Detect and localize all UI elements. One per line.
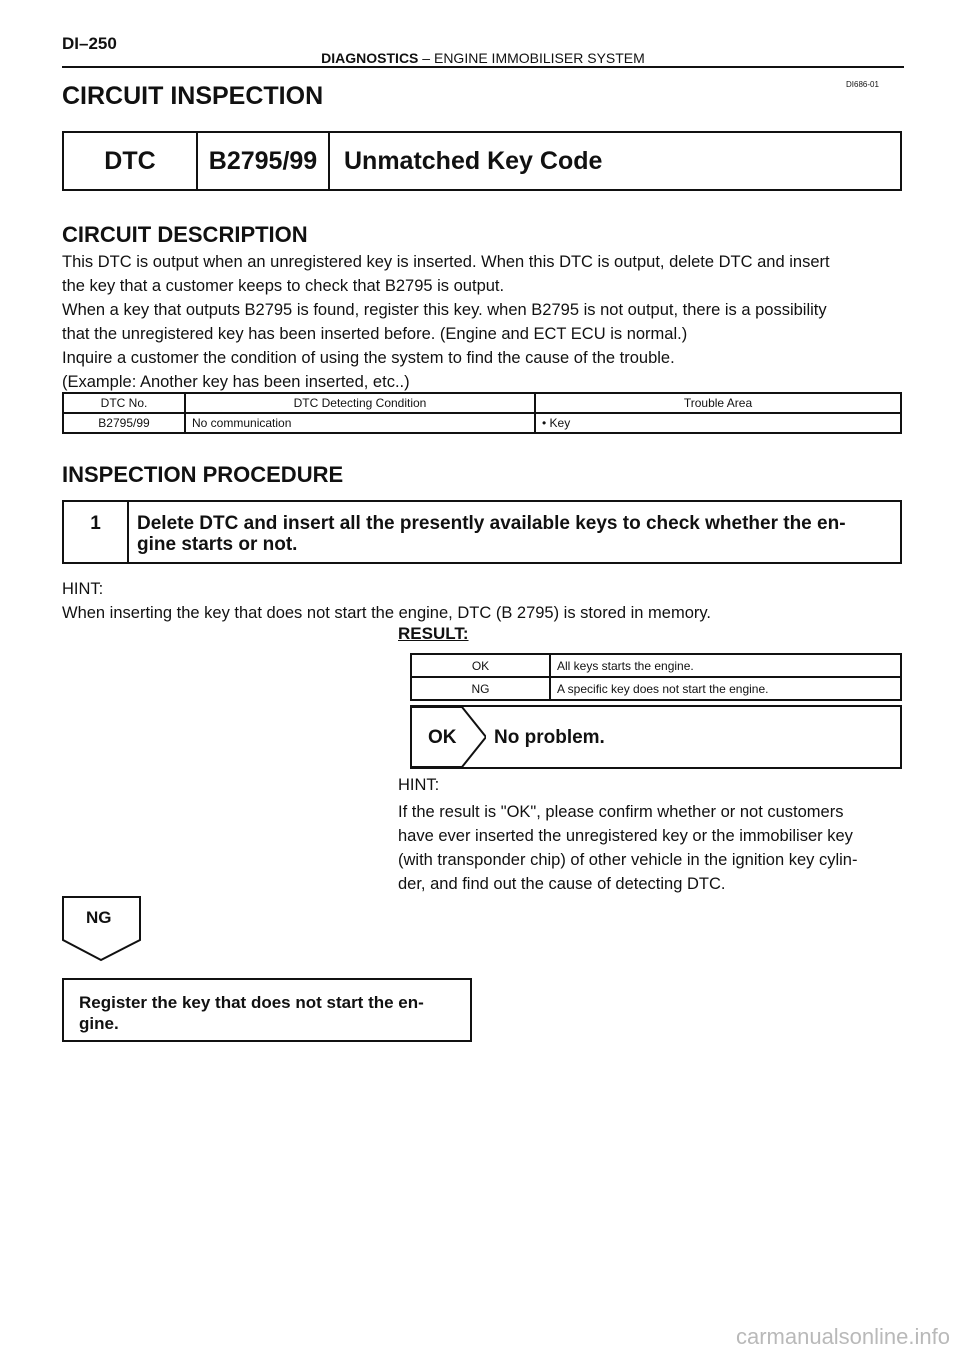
- table-cell: • Key: [535, 413, 901, 433]
- table-row: [63, 413, 901, 433]
- hint-label: HINT:: [398, 776, 440, 794]
- result-code: NG: [411, 677, 550, 700]
- table-header-row: [63, 393, 901, 413]
- dtc-label: DTC: [64, 133, 198, 189]
- dtc-header-box: [62, 131, 902, 191]
- step-instruction: [129, 502, 900, 562]
- description-line: the key that a customer keeps to check that B2795 is output.: [62, 277, 505, 295]
- result-code: OK: [411, 654, 550, 677]
- circuit-description-heading: CIRCUIT DESCRIPTION: [62, 222, 308, 247]
- result-desc: All keys starts the engine.: [550, 654, 901, 677]
- hint-line: (with transponder chip) of other vehicle in the ignition key cylin-: [398, 851, 858, 869]
- header-subsection: ENGINE IMMOBILISER SYSTEM: [433, 50, 645, 66]
- ok-result-box: [410, 705, 902, 769]
- table-header-cell: Trouble Area: [535, 393, 901, 413]
- ng-action-box: [62, 978, 472, 1042]
- document-code: DI686-01: [846, 80, 879, 89]
- description-line: (Example: Another key has been inserted, etc..): [62, 373, 410, 391]
- hint-line: have ever inserted the unregistered key or the immobiliser key: [398, 827, 853, 845]
- step-number: 1: [64, 502, 129, 562]
- watermark: carmanualsonline.info: [735, 1324, 950, 1349]
- description-line: that the unregistered key has been inserted before. (Engine and ECT ECU is normal.): [62, 325, 688, 343]
- dtc-code: B2795/99: [198, 133, 330, 189]
- page-number: DI–250: [62, 34, 117, 53]
- hint-label: HINT:: [62, 580, 104, 598]
- table-header-cell: DTC No.: [63, 393, 185, 413]
- table-cell: No communication: [185, 413, 535, 433]
- description-line: When a key that outputs B2795 is found, register this key. when B2795 is not output, there is a possibility: [62, 301, 827, 319]
- hint-text: When inserting the key that does not start the engine, DTC (B 2795) is stored in memory.: [62, 604, 712, 622]
- result-desc: A specific key does not start the engine.: [550, 677, 901, 700]
- header-title: [62, 50, 904, 66]
- description-line: Inquire a customer the condition of using the system to find the cause of the trouble.: [62, 349, 675, 367]
- ok-label: OK: [428, 727, 457, 748]
- step-box: [62, 500, 902, 564]
- hint-text: [398, 800, 904, 896]
- description-line: This DTC is output when an unregistered key is inserted. When this DTC is output, delete DTC and insert: [62, 253, 830, 271]
- hint-line: der, and find out the cause of detecting DTC.: [398, 875, 726, 893]
- result-label: RESULT:: [398, 624, 469, 643]
- page-title: CIRCUIT INSPECTION: [62, 82, 324, 110]
- action-line: Register the key that does not start the en-: [79, 993, 424, 1012]
- table-row: [411, 654, 901, 677]
- circuit-description-text: [62, 250, 904, 394]
- table-row: [411, 677, 901, 700]
- step-line: gine starts or not.: [137, 534, 298, 555]
- header-section: DIAGNOSTICS: [321, 50, 419, 66]
- table-cell: B2795/99: [63, 413, 185, 433]
- action-line: gine.: [79, 1014, 119, 1033]
- inspection-procedure-heading: INSPECTION PROCEDURE: [62, 462, 344, 487]
- ng-label: NG: [86, 908, 112, 927]
- ng-arrow-icon: [62, 896, 142, 962]
- header-separator: –: [422, 50, 431, 66]
- table-header-cell: DTC Detecting Condition: [185, 393, 535, 413]
- step-line: Delete DTC and insert all the presently available keys to check whether the en-: [137, 513, 846, 534]
- header-rule: [62, 66, 904, 68]
- ok-text: No problem.: [494, 727, 605, 748]
- hint-line: If the result is "OK", please confirm whether or not customers: [398, 803, 844, 821]
- dtc-name: Unmatched Key Code: [344, 146, 603, 175]
- dtc-table: [62, 392, 902, 434]
- result-table: [410, 653, 902, 701]
